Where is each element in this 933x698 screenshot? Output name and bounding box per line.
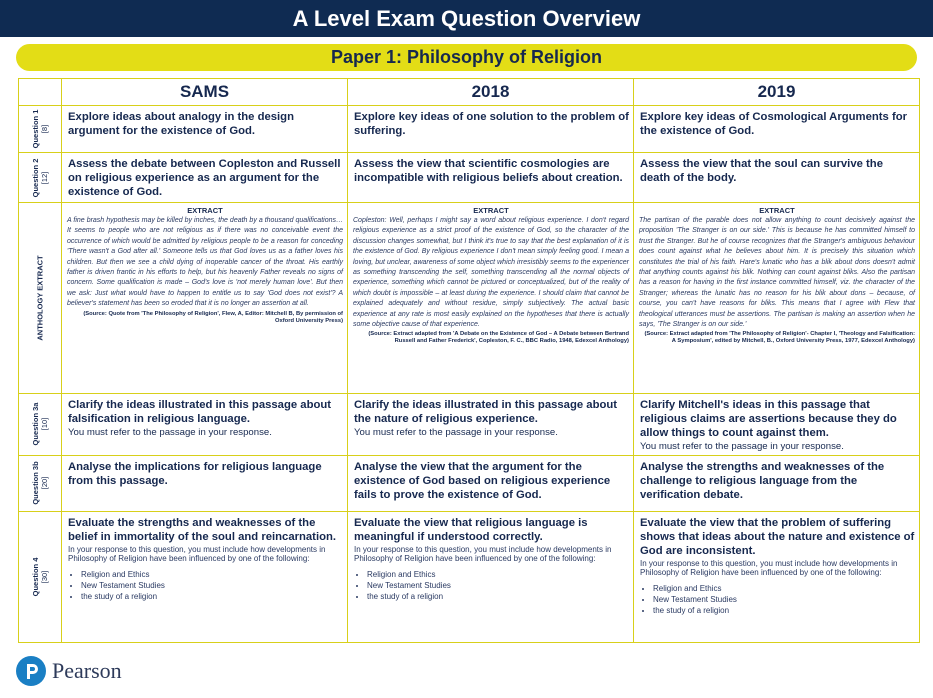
question-text: Clarify the ideas illustrated in this passage about the nature of religious experience. (354, 399, 618, 425)
question-text: Evaluate the view that religious language is meaningful if understood correctly. (354, 516, 588, 543)
row-label-text: Question 1 (31, 109, 40, 149)
extract-heading: EXTRACT (473, 206, 509, 215)
question-text: Explore key ideas of one solution to the problem of suffering. (354, 111, 629, 137)
cell-q4-sams (62, 511, 348, 642)
row-label-q3a (19, 394, 62, 456)
row-label-q1 (19, 106, 62, 153)
question-text: Assess the debate between Copleston and Russell on religious experience as an argument for the existence of God. (68, 158, 341, 198)
list-item: • New Testament Studies (367, 580, 629, 591)
instruction-text: You must refer to the passage in your response. (68, 427, 272, 438)
question-text: Evaluate the strengths and weaknesses of the belief in immortality of the soul and reincarnation. (68, 516, 337, 543)
pearson-logo-icon (16, 656, 46, 686)
question-text: Analyse the strengths and weaknesses of the challenge to religious language from the verification debate. (640, 460, 885, 501)
cell-q3a-2018 (348, 394, 634, 456)
instruction-text: In your response to this question, you must include how developments in Philosophy of Religion have been influenced by one of the following: (640, 558, 898, 578)
row-label-text: ANTHOLOGY EXTRACT (35, 255, 45, 341)
cell-q4-2018 (348, 511, 634, 642)
list-item: • the study of a religion (653, 605, 915, 616)
list-item: • Religion and Ethics (367, 569, 629, 580)
question-text: Assess the view that scientific cosmologies are incompatible with religious beliefs about creation. (354, 158, 623, 184)
row-question-1 (19, 106, 920, 153)
cell-q1-2018 (348, 106, 634, 153)
column-header-2018: 2018 (348, 79, 634, 106)
cell-q2-sams (62, 153, 348, 203)
row-label-extract (19, 203, 62, 394)
question-text: Explore ideas about analogy in the design argument for the existence of God. (68, 111, 294, 137)
column-header-sams: SAMS (62, 79, 348, 106)
cell-q2-2019 (634, 153, 920, 203)
cell-q2-2018 (348, 153, 634, 203)
question-text: Assess the view that the soul can survive the death of the body. (640, 158, 883, 184)
question-text: Analyse the implications for religious language from this passage. (68, 460, 322, 487)
row-marks: [10] (40, 418, 49, 431)
cell-q1-sams (62, 106, 348, 153)
row-label-text: Question 2 (31, 158, 40, 197)
extract-heading: EXTRACT (187, 206, 223, 215)
row-question-4 (19, 511, 920, 642)
extract-text: A fine brash hypothesis may be killed by inches, the death by a thousand qualifications… It seems to people who are not religious as if there was no conceivable event the occurrence of which would be admitted by religious people to be a reason for conceding 'There wasn't a God after all.' Someone tells us that God loves us as a father loves his children. But then we see a child dying of inoperable cancer of the throat. His earthly father is driven frantic in his efforts to help, but his heavenly Father reveals no signs of concern. Some qualification is made – God's love is 'not merely human love'. But then we ask: Just what would have to happen to entitle us to say 'God does not exist'? A believer's statement has been so eroded that it is no longer an assertion at all. (67, 217, 343, 308)
row-question-2 (19, 153, 920, 203)
extract-heading: EXTRACT (759, 206, 795, 215)
row-label-q4 (19, 511, 62, 642)
cell-q4-2019 (634, 511, 920, 642)
question-text: Clarify Mitchell's ideas in this passage that religious claims are assertions because they do allow things to count against them. (640, 399, 897, 439)
column-header-2019: 2019 (634, 79, 920, 106)
list-item: • New Testament Studies (81, 580, 343, 591)
question-text: Evaluate the view that the problem of suffering shows that ideas about the nature and existence of God are inconsistent. (640, 516, 915, 557)
row-anthology-extract (19, 203, 920, 394)
row-question-3a (19, 394, 920, 456)
question-text: Analyse the view that the argument for the existence of God based on religious experience fails to prove the existence of God. (354, 460, 611, 501)
extract-text: The partisan of the parable does not allow anything to count decisively against the proposition 'The Stranger is on our side.' This is because he has committed himself to trust the Stranger. But he of course recognizes that the Stranger's ambiguous behaviour does count against what he believes about him. It is precisely this situation which constitutes the trial of his faith. Hare's lunatic who has a blik about dons doesn't admit that anything counts against his blik. Nothing can count against bliks. Also the partisan has a reason for having in the first instance committed himself, viz. the character of the Stranger; whereas the lunatic has no reason for his blik about dons – because, of course, you can't have reasons for bliks. This means that I agree with Flew that theological utterances must be assertions. The partisan is making an assertion when he says, 'The Stranger is on our side.' (639, 217, 915, 329)
cell-q3b-2018 (348, 455, 634, 511)
page-title: A Level Exam Question Overview (0, 0, 933, 37)
extract-source: (Source: Extract adapted from 'A Debate on the Existence of God – A Debate between Bertrand Russell and Father Frederick', Copleston, F. C., BBC Radio, 1948, Edexcel Anthology) (368, 331, 629, 345)
instruction-text: In your response to this question, you must include how developments in Philosophy of Religion have been influenced by one of the following: (354, 544, 612, 564)
extract-text: Copleston: Well, perhaps I might say a word about religious experience. I don't regard religious experience as a strict proof of the existence of God, so the character of the discussion changes somewhat, but I think it's true to say that the best explanation of it is the existence of God. By religious experience I don't mean simply feeling good. I mean a loving, but unclear, awareness of some object which irresistibly seems to the experiencer as something transcending the self, something transcending all the normal objects of experience, something which cannot be pictured or conceptualized, but of the reality of which doubt is impossible – at least during the experience. I should claim that cannot be explained adequately and without residue, simply subjectively. The actual basic experience at any rate is most easily explained on the hypotheses that there is actually some objective cause of that experience. (353, 217, 629, 329)
row-label-q3b (19, 455, 62, 511)
row-marks: [8] (40, 124, 49, 134)
instruction-text: You must refer to the passage in your response. (640, 441, 844, 452)
extract-source: (Source: Extract adapted from 'The Philosophy of Religion'- Chapter I, 'Theology and Falsification: A Symposium', edited by Mitchell, B., Oxford University Press, 1977, Edexcel Anthology) (644, 331, 915, 345)
option-list (353, 569, 629, 602)
row-label-text: Question 3b (31, 461, 40, 505)
list-item: • Religion and Ethics (653, 583, 915, 594)
list-item: • the study of a religion (367, 591, 629, 602)
question-text: Clarify the ideas illustrated in this passage about falsification in religious language. (68, 399, 332, 425)
row-marks: [12] (40, 171, 49, 184)
cell-q3b-2019 (634, 455, 920, 511)
instruction-text: You must refer to the passage in your response. (354, 427, 558, 438)
corner-cell (19, 79, 62, 106)
list-item: • Religion and Ethics (81, 569, 343, 580)
question-text: Explore key ideas of Cosmological Arguments for the existence of God. (640, 111, 908, 137)
row-label-q2 (19, 153, 62, 203)
row-marks: [30] (40, 570, 49, 583)
row-marks: [20] (40, 476, 49, 490)
row-label-text: Question 3a (31, 402, 40, 446)
cell-extract-2018 (348, 203, 634, 394)
row-question-3b (19, 455, 920, 511)
row-label-text: Question 4 (31, 557, 40, 596)
header-row (19, 79, 920, 106)
pearson-logo (16, 656, 122, 686)
cell-q3a-sams (62, 394, 348, 456)
question-table (18, 78, 920, 643)
list-item: • New Testament Studies (653, 594, 915, 605)
cell-q3a-2019 (634, 394, 920, 456)
option-list (639, 583, 915, 616)
cell-extract-2019 (634, 203, 920, 394)
paper-title: Paper 1: Philosophy of Religion (16, 44, 917, 71)
brand-name: Pearson (52, 658, 122, 683)
option-list (67, 569, 343, 602)
instruction-text: In your response to this question, you must include how developments in Philosophy of Religion have been influenced by one of the following: (68, 544, 326, 564)
list-item: • the study of a religion (81, 591, 343, 602)
cell-q1-2019 (634, 106, 920, 153)
cell-extract-sams (62, 203, 348, 394)
extract-source: (Source: Quote from 'The Philosophy of Religion', Flew, A, Editor: Mitchell B, By permission of Oxford University Press) (83, 310, 343, 324)
cell-q3b-sams (62, 455, 348, 511)
